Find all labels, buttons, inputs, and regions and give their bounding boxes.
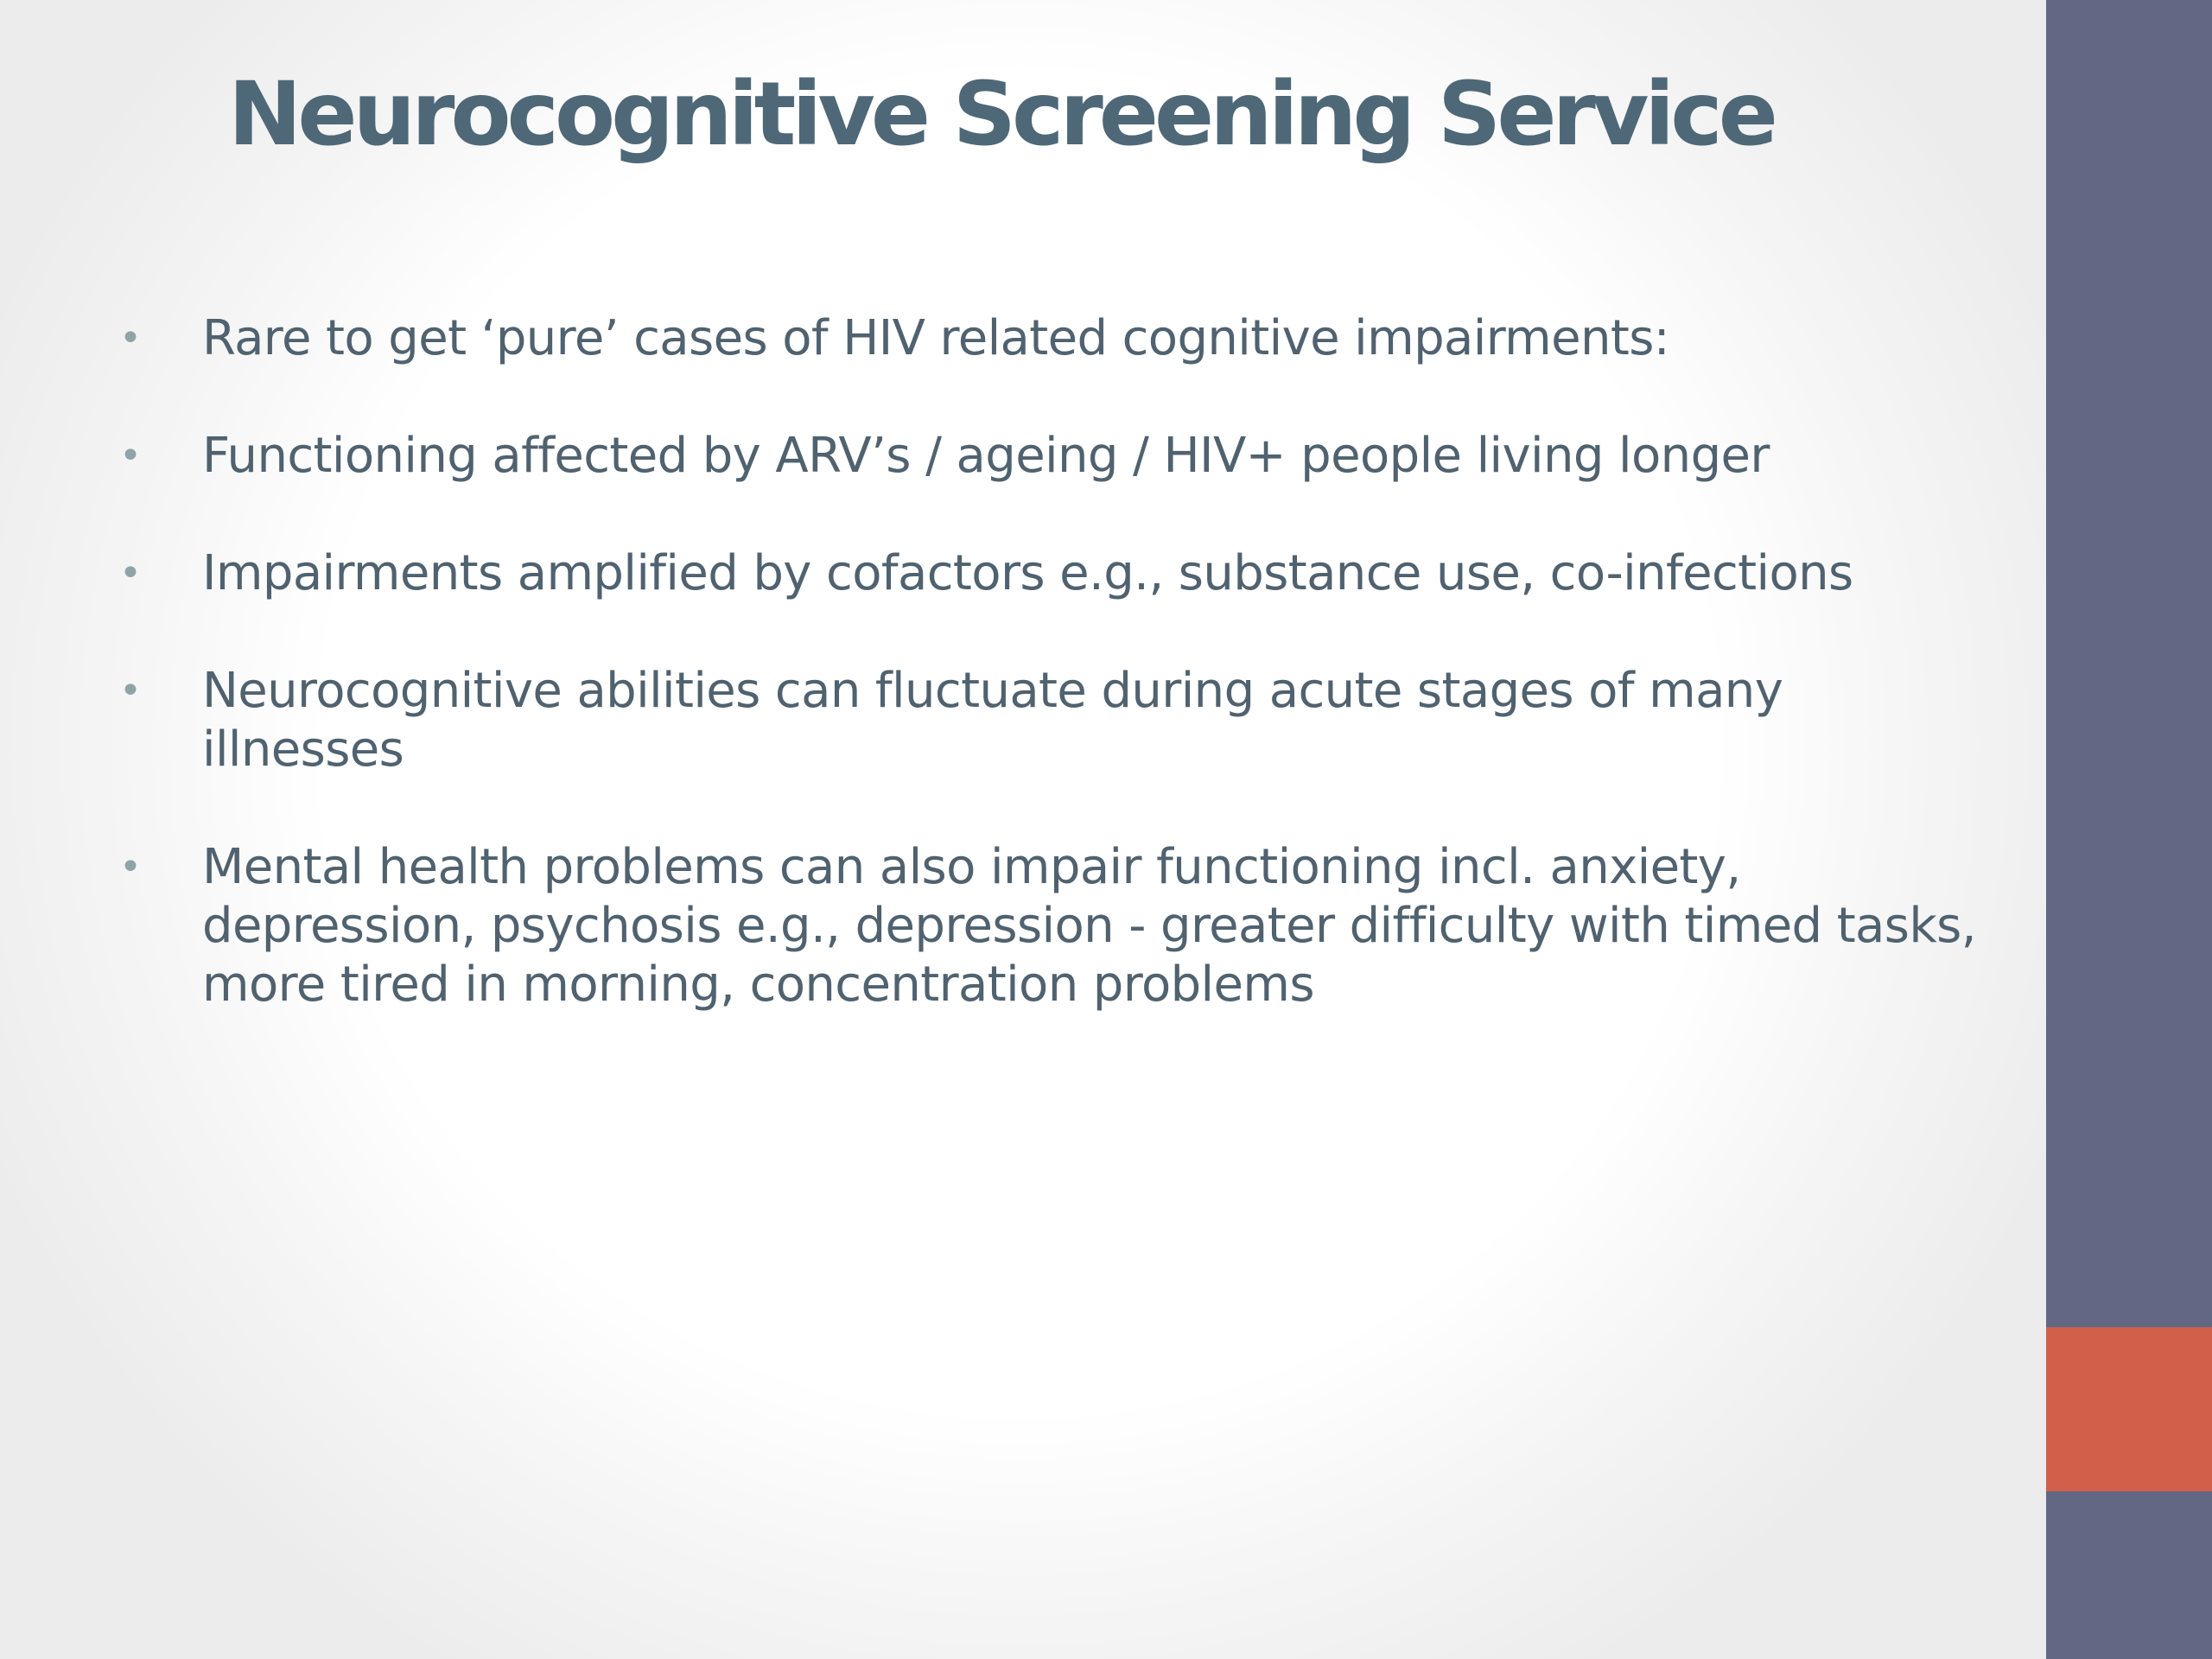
bullet-item-3 <box>0 544 1987 603</box>
slide-title: Neurocognitive Screening Service <box>228 63 1774 166</box>
bullet-text: Functioning affected by ARV’s / ageing / HIV+ people living longer <box>202 428 1770 484</box>
bullet-item-2 <box>0 427 1987 486</box>
bullet-dot-icon: • <box>119 551 142 595</box>
bullet-item-4 <box>0 662 1987 779</box>
bullet-dot-icon: • <box>119 669 142 713</box>
accent-block <box>2046 1327 2212 1491</box>
bullet-dot-icon: • <box>119 845 142 889</box>
bullet-dot-icon: • <box>119 434 142 478</box>
bullet-text: Neurocognitive abilities can fluctuate during acute stages of many illnesses <box>202 663 1783 778</box>
bullet-text: Rare to get ‘pure’ cases of HIV related cognitive impairments: <box>202 310 1670 366</box>
bullet-item-1 <box>0 309 1987 368</box>
bullet-item-5 <box>0 838 1987 1014</box>
bullet-dot-icon: • <box>119 316 142 360</box>
bullet-list <box>0 309 1987 1073</box>
bullet-text: Mental health problems can also impair functioning incl. anxiety, depression, psychosis e.g., depression - greater difficulty with timed tasks, more tired in morning, concentration problems <box>202 839 1976 1013</box>
bullet-text: Impairments amplified by cofactors e.g., substance use, co-infections <box>202 545 1853 601</box>
